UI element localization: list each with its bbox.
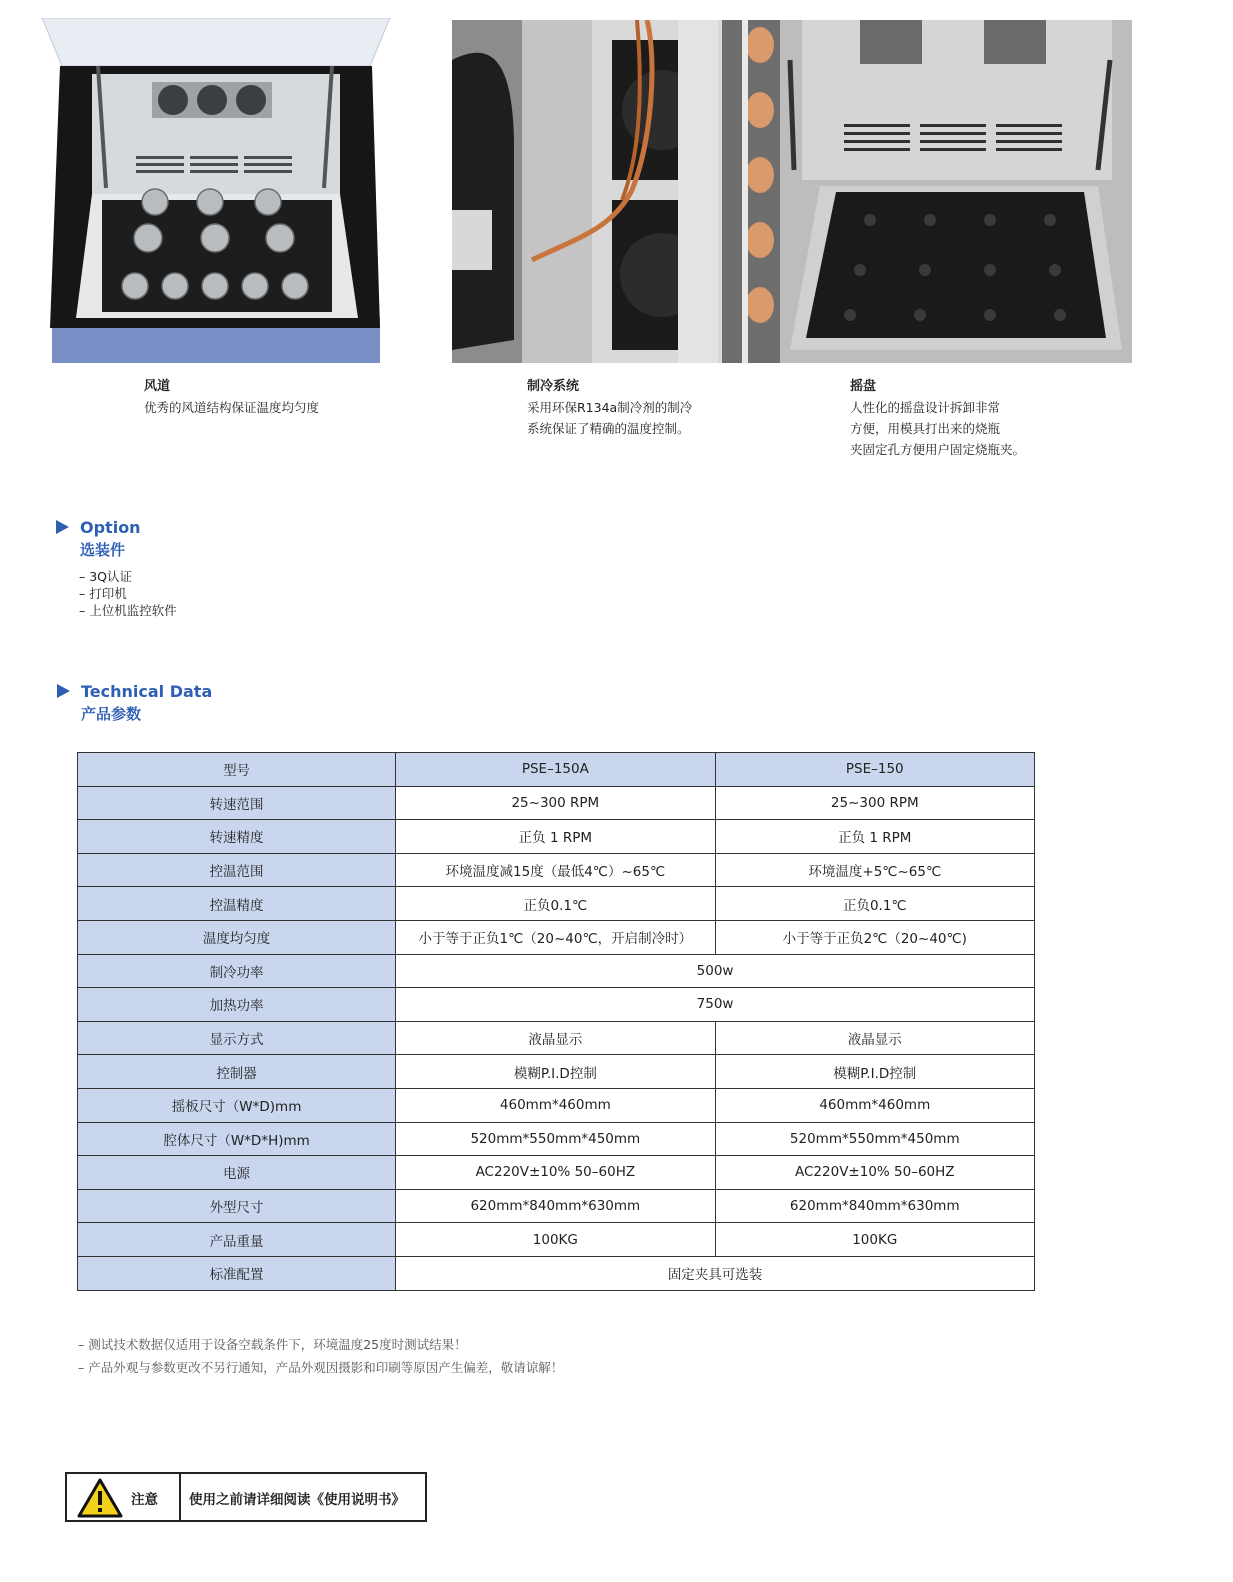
spec-value-cell: AC220V±10% 50–60HZ — [396, 1156, 715, 1190]
disclaimer-notes — [78, 1333, 563, 1379]
table-row — [78, 887, 1035, 921]
table-row — [78, 1055, 1035, 1089]
spec-value-cell: 正负0.1℃ — [396, 887, 715, 921]
option-title-en: Option — [80, 518, 141, 537]
spec-value-cell: 620mm*840mm*630mm — [715, 1189, 1034, 1223]
spec-label-cell: 控温精度 — [78, 887, 396, 921]
spec-value-cell: 460mm*460mm — [396, 1088, 715, 1122]
spec-value-cell: 500w — [396, 954, 1035, 988]
spec-label-cell: 摇板尺寸（W*D)mm — [78, 1088, 396, 1122]
feature-title: 制冷系统 — [527, 379, 580, 394]
list-item: – 上位机监控软件 — [79, 603, 177, 618]
warning-cell — [67, 1474, 181, 1520]
table-header-cell: 型号 — [78, 753, 396, 787]
table-row — [78, 786, 1035, 820]
spec-label-cell: 加热功率 — [78, 988, 396, 1022]
spec-value-cell: 模糊P.I.D控制 — [715, 1055, 1034, 1089]
feature-desc: 采用环保R134a制冷剂的制冷 — [527, 400, 693, 415]
spec-value-cell: 正负 1 RPM — [715, 820, 1034, 854]
spec-value-cell: 正负 1 RPM — [396, 820, 715, 854]
spec-value-cell: 环境温度减15度（最低4℃）~65℃ — [396, 853, 715, 887]
spec-value-cell: 620mm*840mm*630mm — [396, 1189, 715, 1223]
technical-title-en: Technical Data — [81, 682, 213, 701]
spec-value-cell: 460mm*460mm — [715, 1088, 1034, 1122]
table-row — [78, 853, 1035, 887]
notice-box — [65, 1472, 427, 1522]
feature-cooling — [527, 376, 692, 439]
option-title-zh: 选装件 — [80, 541, 126, 559]
triangle-arrow-icon — [56, 520, 69, 534]
spec-label-cell: 外型尺寸 — [78, 1189, 396, 1223]
spec-label-cell: 腔体尺寸（W*D*H)mm — [78, 1122, 396, 1156]
spec-value-cell: 环境温度+5℃~65℃ — [715, 853, 1034, 887]
table-row — [78, 1156, 1035, 1190]
spec-value-cell: 正负0.1℃ — [715, 887, 1034, 921]
note-line: – 产品外观与参数更改不另行通知，产品外观因摄影和印刷等原因产生偏差，敬请谅解！ — [78, 1360, 564, 1375]
warning-triangle-icon — [77, 1478, 123, 1518]
spec-value-cell: 25~300 RPM — [396, 786, 715, 820]
spec-table — [77, 752, 1035, 1291]
table-row — [78, 1256, 1035, 1290]
spec-value-cell: AC220V±10% 50–60HZ — [715, 1156, 1034, 1190]
table-header-row — [78, 753, 1035, 787]
table-header-cell: PSE–150A — [396, 753, 715, 787]
spec-value-cell: 100KG — [396, 1223, 715, 1257]
feature-airduct — [144, 376, 319, 418]
spec-label-cell: 控温范围 — [78, 853, 396, 887]
feature-title: 风道 — [144, 379, 171, 394]
spec-label-cell: 电源 — [78, 1156, 396, 1190]
feature-desc: 方便，用模具打出来的烧瓶 — [850, 421, 1001, 436]
feature-desc: 人性化的摇盘设计拆卸非常 — [850, 400, 1001, 415]
list-item: – 打印机 — [79, 586, 127, 601]
table-row — [78, 1189, 1035, 1223]
table-row — [78, 1223, 1035, 1257]
spec-value-cell: 小于等于正负2℃（20~40℃) — [715, 920, 1034, 954]
spec-value-cell: 小于等于正负1℃（20~40℃，开启制冷时） — [396, 920, 715, 954]
spec-value-cell: 25~300 RPM — [715, 786, 1034, 820]
spec-label-cell: 温度均匀度 — [78, 920, 396, 954]
table-row — [78, 1088, 1035, 1122]
spec-value-cell: 模糊P.I.D控制 — [396, 1055, 715, 1089]
table-row — [78, 820, 1035, 854]
spec-value-cell: 520mm*550mm*450mm — [396, 1122, 715, 1156]
feature-desc: 系统保证了精确的温度控制。 — [527, 421, 690, 436]
spec-label-cell: 转速范围 — [78, 786, 396, 820]
notice-label: 注意 — [131, 1492, 158, 1508]
spec-value-cell: 液晶显示 — [715, 1021, 1034, 1055]
spec-value-cell: 520mm*550mm*450mm — [715, 1122, 1034, 1156]
triangle-arrow-icon — [57, 684, 70, 698]
feature-tray — [850, 376, 1025, 460]
list-item: – 3Q认证 — [79, 569, 133, 584]
airduct-photo — [40, 18, 392, 363]
table-row — [78, 988, 1035, 1022]
spec-label-cell: 标准配置 — [78, 1256, 396, 1290]
table-header-cell: PSE–150 — [715, 753, 1034, 787]
technical-title-zh: 产品参数 — [81, 705, 142, 723]
feature-title: 摇盘 — [850, 379, 877, 394]
table-row — [78, 920, 1035, 954]
spec-value-cell: 液晶显示 — [396, 1021, 715, 1055]
spec-value-cell: 750w — [396, 988, 1035, 1022]
feature-desc: 夹固定孔方便用户固定烧瓶夹。 — [850, 442, 1026, 457]
spec-label-cell: 产品重量 — [78, 1223, 396, 1257]
note-line: – 测试技术数据仅适用于设备空载条件下，环境温度25度时测试结果！ — [78, 1337, 467, 1352]
option-list — [79, 568, 177, 619]
spec-value-cell: 100KG — [715, 1223, 1034, 1257]
spec-label-cell: 制冷功率 — [78, 954, 396, 988]
spec-label-cell: 转速精度 — [78, 820, 396, 854]
table-row — [78, 1021, 1035, 1055]
table-row — [78, 1122, 1035, 1156]
spec-label-cell: 显示方式 — [78, 1021, 396, 1055]
table-row — [78, 954, 1035, 988]
feature-desc: 优秀的风道结构保证温度均匀度 — [144, 400, 320, 415]
spec-value-cell: 固定夹具可选装 — [396, 1256, 1035, 1290]
spec-label-cell: 控制器 — [78, 1055, 396, 1089]
notice-message: 使用之前请详细阅读《使用说明书》 — [189, 1492, 405, 1508]
shaking-tray-photo — [780, 20, 1132, 363]
cooling-system-photo — [452, 20, 780, 363]
